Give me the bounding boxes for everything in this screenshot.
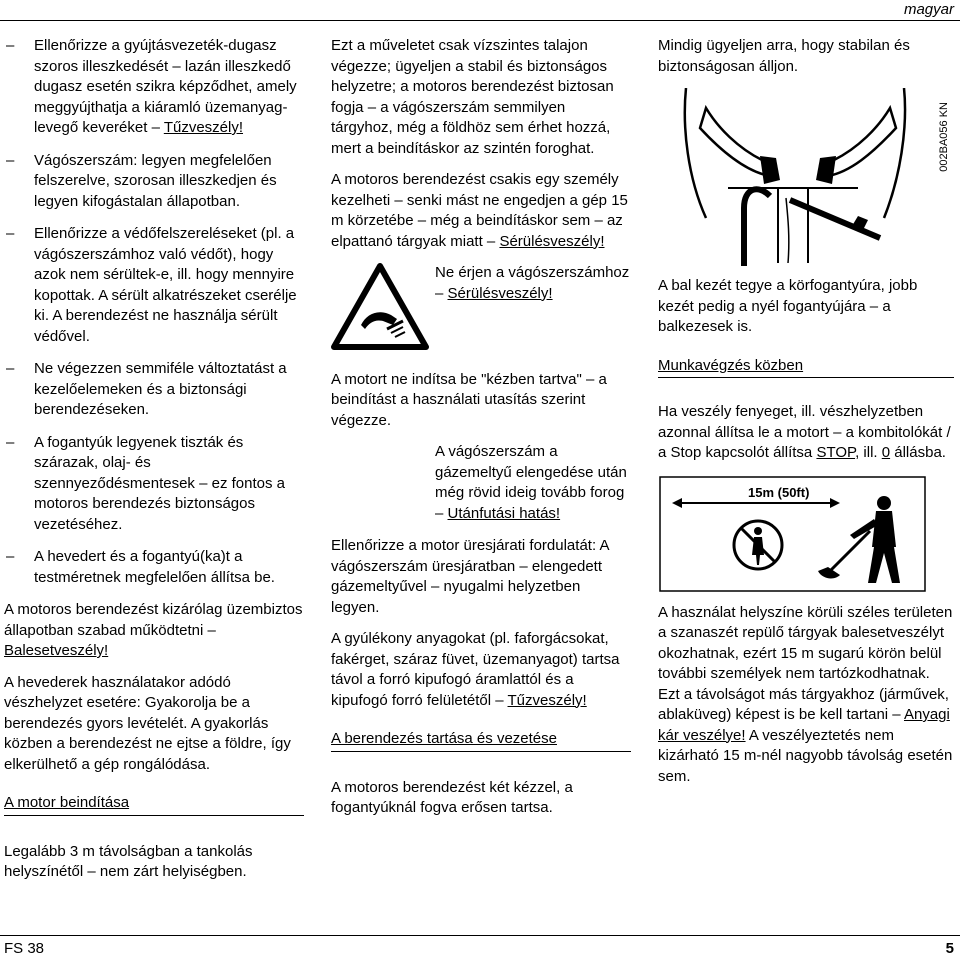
column-3: [658, 36, 954, 798]
zero-label: 0: [881, 444, 891, 461]
list-item: – Ne végezzen semmiféle változtatást a kezelőelemeken és a biztonsági berendezéseken.: [4, 359, 304, 421]
list-item: – A hevedert és a fogantyú(ka)t a testméretnek megfelelően állítsa be.: [4, 547, 304, 588]
stop-label: STOP: [816, 444, 856, 461]
paragraph: A bal kezét tegye a körfogantyúra, jobb kezét pedig a nyél fogantyújára – a balkezesek is.: [658, 277, 918, 335]
paragraph: A gyúlékony anyagokat (pl. faforgácsokat, fakérget, száraz füvet, üzemanyagot) tartsa távol a forró kipufogó áramlattól és a kipufogó forró felületétől – Tűzveszély!: [331, 630, 620, 709]
operator-hands-icon: [658, 88, 938, 268]
footer-rule: [0, 935, 960, 936]
paragraph: Mindig ügyeljen arra, hogy stabilan és biztonságosan álljon.: [658, 37, 910, 75]
page-number: 5: [945, 940, 954, 957]
warning-text: Ne érjen a vágószerszámhoz – Sérülésveszély!: [435, 264, 630, 302]
figure-code: 002BA056 KN: [937, 102, 950, 172]
checklist: [4, 36, 304, 588]
paragraph: Ellenőrizze a motor üresjárati fordulatát: A vágószerszám üresjáratban – elengedett gázemeltyűvel – nyugalmi helyzetben legyen.: [331, 537, 609, 616]
section-title-motor-start: A motor beindítása: [4, 793, 304, 816]
list-item: – Ellenőrizze a védőfelszereléseket (pl. a vágószerszámhoz való védőt), hogy azok nem sérültek-e, ill. hogy mennyire kopottak. A sérült alkatrészeket cserélje ki. A berendezést ne használja sérült védővel.: [4, 224, 304, 347]
hazard-label: Sérülésveszély!: [499, 232, 605, 250]
warning-block-cutting-tool: [331, 263, 631, 358]
hazard-label: Tűzveszély!: [507, 691, 587, 709]
paragraph: A használat helyszíne körüli széles területen a szanaszét repülő tárgyak balesetveszélyt okozhatnak, ezért 15 m sugarú körön belül további személyek nem tartózkodhatnak. Ezt a távolságot más tárgyakhoz (járművek, ablaküveg) képest is be kell tartani – Anyagi kár veszélye! A veszélyeztetés nem kizárható 15 m-nél nagyobb távolság esetén sem.: [658, 603, 953, 785]
paragraph: A motoros berendezést két kézzel, a fogantyúknál fogva erősen tartsa.: [331, 778, 573, 816]
hazard-label: Balesetveszély!: [4, 642, 109, 659]
column-2: [331, 36, 631, 830]
section-title-working: Munkavégzés közben: [658, 356, 954, 379]
hazard-label: Utánfutási hatás!: [447, 504, 561, 522]
paragraph: Ha veszély fenyeget, ill. vészhelyzetben azonnal állítsa le a motort – a kombitolókát / a Stop kapcsolót állítsa STOP, ill. 0 állásba.: [658, 403, 951, 461]
list-item: – Ellenőrizze a gyújtásvezeték-dugasz szoros illeszkedését – lazán illeszkedő dugasz esetén szikra képződhet, amely meggyújthatja a kiáramló üzemanyag-levegő keveréket – Tűzveszély!: [4, 36, 304, 139]
hazard-label: Anyagi kár veszélye!: [658, 706, 950, 744]
no-persons-icon: [734, 521, 782, 569]
paragraph: Legalább 3 m távolságban a tankolás helyszínétől – nem zárt helyiségben.: [4, 842, 253, 880]
column-1: [4, 36, 304, 894]
section-title-holding: A berendezés tartása és vezetése: [331, 729, 631, 752]
paragraph: Ezt a műveletet csak vízszintes talajon végezze; ügyeljen a stabil és biztonságos helyzetre; a motoros berendezést biztosan fogja – a vágószerszám semmilyen tárgyhoz, még a földhöz sem érhet hozzá, mert a beindításkor az szintén foroghat.: [331, 37, 614, 157]
language-label: magyar: [903, 1, 954, 18]
paragraph: A motort ne indítsa be "kézben tartva" – a beindítást a használati utasítás szerint végezze.: [331, 370, 607, 429]
distance-label: 15m (50ft): [748, 484, 810, 500]
paragraph: A motoros berendezést kizárólag üzembiztos állapotban szabad működtetni – Balesetveszély!: [4, 601, 303, 659]
warning-text: A vágószerszám a gázemeltyű elengedése után még rövid ideig tovább forog – Utánfutási hatás!: [435, 443, 627, 522]
hazard-label: Sérülésveszély!: [447, 284, 553, 302]
header-rule: [0, 20, 960, 21]
operator-grip-illustration: [658, 88, 954, 268]
list-item: – Vágószerszám: legyen megfelelően felszerelve, szorosan illeszkedjen és legyen kifogástalan állapotban.: [4, 151, 304, 213]
hazard-label: Tűzveszély!: [163, 119, 244, 136]
list-item: – A fogantyúk legyenek tiszták és szárazak, olaj- és szennyeződésmentesek – ez fontos a motoros berendezés biztonságos vezetéséhez.: [4, 433, 304, 536]
warning-block-runoff: [331, 442, 631, 524]
paragraph: A hevederek használatakor adódó vészhelyzet esetére: Gyakorolja be a berendezés gyors levételét. A gyakorlás közben a berendezést ne ejtse a földre, így elkerülhető a gép rongálódása.: [4, 673, 291, 773]
safety-distance-illustration: [658, 475, 954, 595]
warning-triangle-icon: [331, 263, 431, 358]
model-label: FS 38: [4, 940, 45, 957]
paragraph: A motoros berendezést csakis egy személy kezelheti – senki mást ne engedjen a gép 15 m körzetébe – még a beindításkor sem – az elpattanó tárgyak miatt – Sérülésveszély!: [331, 171, 628, 250]
